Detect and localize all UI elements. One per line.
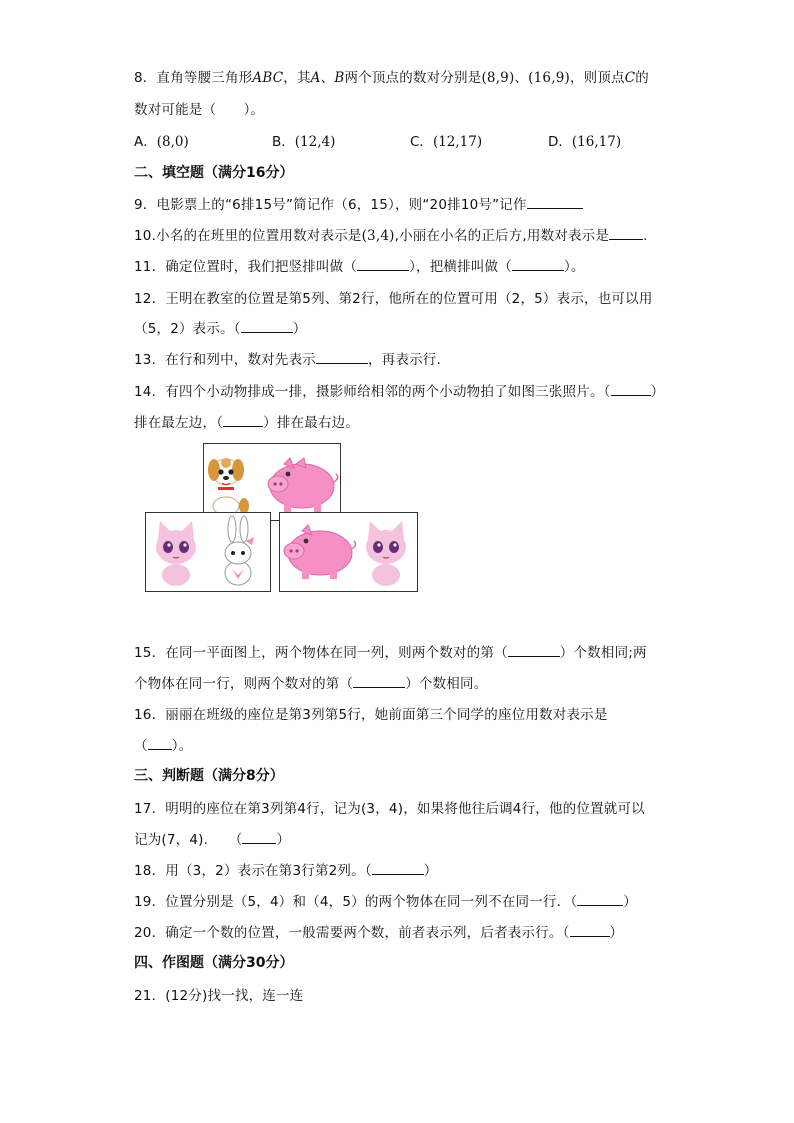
section-2-heading: 二、填空题（满分16分） xyxy=(134,165,294,181)
question-8-line-2: 数对可能是（ ）。 xyxy=(134,102,265,118)
answer-blank[interactable] xyxy=(570,924,610,937)
question-15-line-1: 15．在同一平面图上，两个物体在同一列，则两个数对的第（ ）个数相同;两 xyxy=(134,645,647,661)
answer-blank[interactable] xyxy=(508,644,560,657)
question-17-line-2: 记为(7，4). （ ） xyxy=(134,832,291,848)
photo-cat-rabbit xyxy=(145,512,271,592)
photo-pig-cat xyxy=(279,512,418,592)
answer-blank[interactable] xyxy=(241,320,293,333)
answer-blank[interactable] xyxy=(357,258,409,271)
pig-icon xyxy=(268,458,338,512)
rabbit-icon xyxy=(225,516,254,585)
section-3-heading: 三、判断题（满分8分） xyxy=(134,768,284,784)
question-14-line-1: 14．有四个小动物排成一排，摄影师给相邻的两个小动物拍了如图三张照片。（ ） xyxy=(134,384,665,400)
question-12-line-1: 12．王明在教室的位置是第5列、第2行，他所在的位置可用（2，5）表示，也可以用 xyxy=(134,291,653,307)
question-12-line-2: （5，2）表示。（ ） xyxy=(134,321,307,337)
answer-blank[interactable] xyxy=(316,351,368,364)
dog-icon xyxy=(208,458,249,515)
answer-blank[interactable] xyxy=(372,862,424,875)
question-21: 21．(12分)找一找，连一连 xyxy=(134,988,304,1004)
question-10: 10.小名的在班里的位置用数对表示是(3,4),小丽在小名的正后方,用数对表示是 . xyxy=(134,228,648,244)
answer-blank[interactable] xyxy=(223,414,263,427)
cat-icon xyxy=(366,521,406,586)
answer-blank[interactable] xyxy=(527,196,583,209)
question-18: 18．用（3，2）表示在第3行第2列。（ ） xyxy=(134,863,438,879)
option-a[interactable]: A．(8,0) xyxy=(134,134,189,150)
answer-blank[interactable] xyxy=(242,831,276,844)
option-b[interactable]: B．(12,4) xyxy=(272,134,336,150)
question-20: 20．确定一个数的位置，一般需要两个数，前者表示列，后者表示行。（ ） xyxy=(134,925,624,941)
question-16-line-1: 16．丽丽在班级的座位是第3列第5行，她前面第三个同学的座位用数对表示是 xyxy=(134,707,608,723)
question-13: 13．在行和列中，数对先表示 ，再表示行. xyxy=(134,352,441,368)
question-17-line-1: 17．明明的座位在第3列第4行，记为(3，4)，如果将他往后调4行，他的位置就可以 xyxy=(134,801,645,817)
cat-icon xyxy=(156,521,196,586)
question-11: 11．确定位置时，我们把竖排叫做（ ），把横排叫做（ ）。 xyxy=(134,259,585,275)
answer-blank[interactable] xyxy=(577,893,623,906)
section-4-heading: 四、作图题（满分30分） xyxy=(134,955,294,971)
answer-blank[interactable] xyxy=(611,383,651,396)
pig-icon xyxy=(284,525,356,579)
photo-dog-pig xyxy=(203,443,341,521)
option-d[interactable]: D．(16,17) xyxy=(548,134,622,150)
question-8-line-1: 8．直角等腰三角形ABC，其A、B两个顶点的数对分别是(8,9)、(16,9)，则顶点C的 xyxy=(134,70,649,86)
question-9: 9．电影票上的“6排15号”简记作（6，15），则“20排10号”记作 xyxy=(134,193,583,213)
answer-blank[interactable] xyxy=(609,227,643,240)
question-16-line-2: （ ）。 xyxy=(134,738,193,754)
answer-blank[interactable] xyxy=(353,675,405,688)
answer-blank[interactable] xyxy=(148,737,172,750)
option-c[interactable]: C．(12,17) xyxy=(410,134,483,150)
answer-blank[interactable] xyxy=(512,258,564,271)
question-14-line-2: 排在最左边，（ ）排在最右边。 xyxy=(134,415,360,431)
question-19: 19．位置分别是（5，4）和（4，5）的两个物体在同一列不在同一行．（ ） xyxy=(134,894,637,910)
question-15-line-2: 个物体在同一行，则两个数对的第（ ）个数相同。 xyxy=(134,676,488,692)
